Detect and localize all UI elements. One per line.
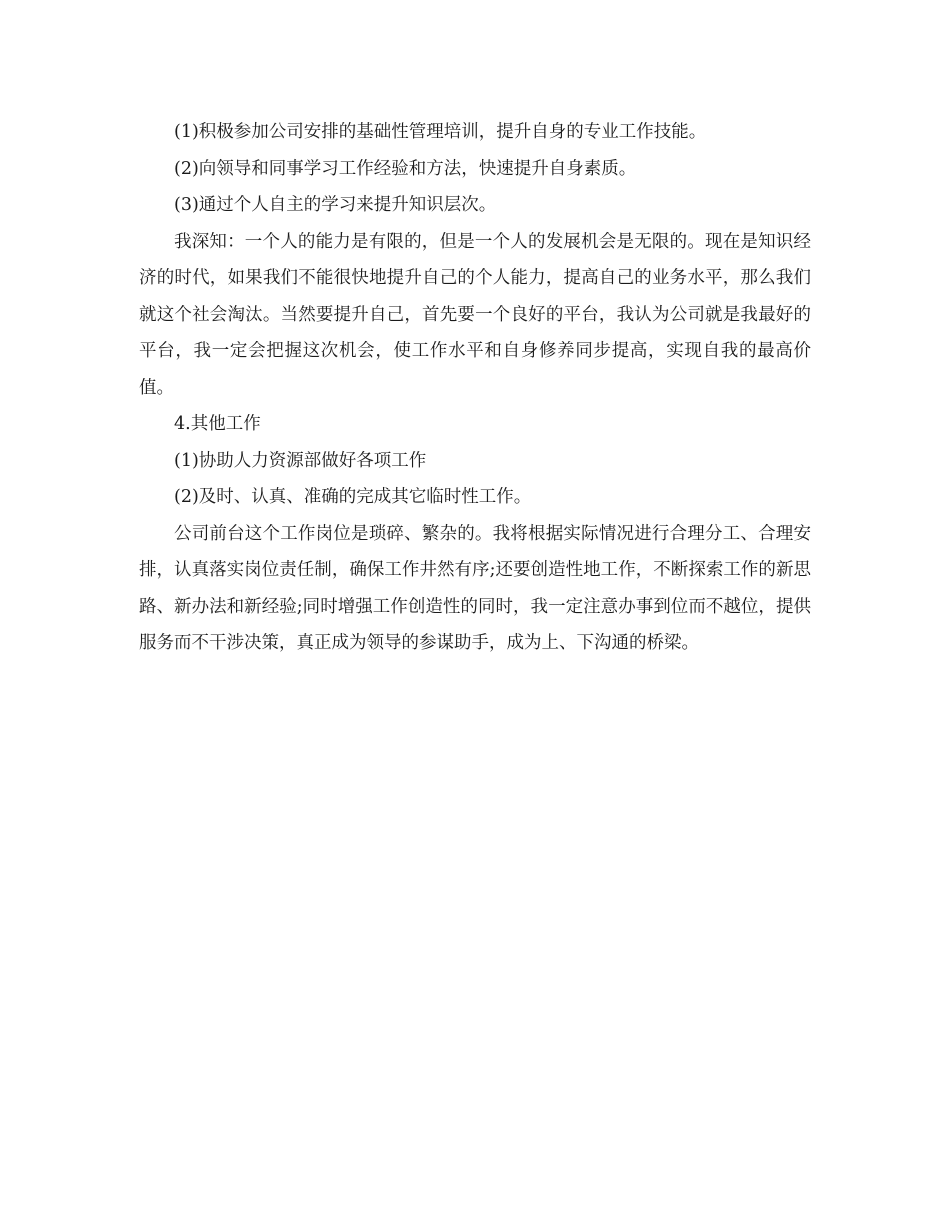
document-body	[139, 114, 811, 662]
paragraph-training-item-2: (2)向领导和同事学习工作经验和方法，快速提升自身素质。	[174, 158, 637, 179]
section-heading-other-work: 4.其他工作	[174, 414, 261, 434]
paragraph-training-item-1: (1)积极参加公司安排的基础性管理培训，提升自身的专业工作技能。	[174, 122, 707, 142]
paragraph-self-improvement: 我深知：一个人的能力是有限的，但是一个人的发展机会是无限的。现在是知识经济的时代，如果我们不能很快地提升自己的个人能力，提高自己的业务水平，那么我们就这个社会淘汰。当然要提升自己，首先要一个良好的平台，我认为公司就是我最好的平台，我一定会把握这次机会，使工作水平和自身修养同步提高，实现自我的最高价值。	[139, 231, 811, 398]
paragraph-training-item-3: (3)通过个人自主的学习来提升知识层次。	[174, 195, 497, 215]
paragraph-other-work-item-1: (1)协助人力资源部做好各项工作	[174, 450, 427, 471]
paragraph-other-work-item-2: (2)及时、认真、准确的完成其它临时性工作。	[174, 487, 532, 507]
paragraph-front-desk-summary: 公司前台这个工作岗位是琐碎、繁杂的。我将根据实际情况进行合理分工、合理安排，认真落实岗位责任制，确保工作井然有序;还要创造性地工作，不断探索工作的新思路、新办法和新经验;同时增强工作创造性的同时，我一定注意办事到位而不越位，提供服务而不干涉决策，真正成为领导的参谋助手，成为上、下沟通的桥梁。	[139, 523, 811, 653]
